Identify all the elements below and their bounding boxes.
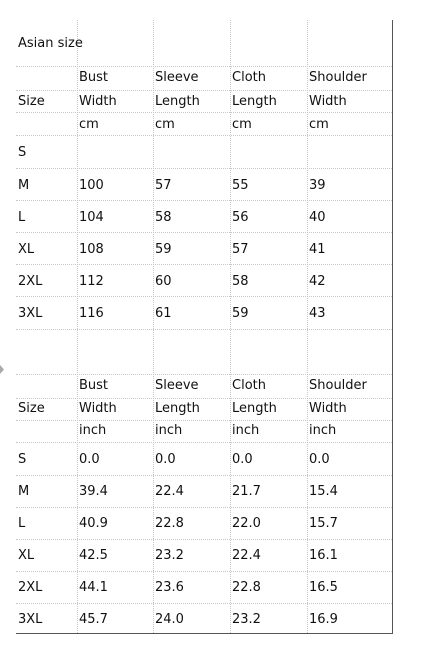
cm-table-value-cell: 58: [232, 274, 249, 289]
collapse-arrow-icon: [0, 363, 4, 372]
inch-table-value-cell: 44.1: [79, 580, 108, 595]
inch-table-value-cell: 42.5: [79, 548, 108, 563]
inch-table-header-cell: inch: [155, 423, 183, 438]
inch-table-header-cell: Width: [79, 401, 117, 416]
cm-table-value-cell: 57: [232, 242, 249, 257]
inch-table-value-cell: 16.1: [309, 548, 338, 563]
cm-table-value-cell: 61: [155, 306, 172, 321]
cm-table-header-cell: Sleeve: [155, 70, 199, 85]
inch-table-header-cell: Shoulder: [309, 378, 367, 393]
row-gridline: [16, 90, 392, 91]
cm-table-header-cell: Width: [79, 94, 117, 109]
cm-table-value-cell: 108: [79, 242, 104, 257]
cm-table-header-cell: Size: [18, 94, 45, 109]
cm-table-value-cell: 116: [79, 306, 104, 321]
inch-table-header-cell: Sleeve: [155, 378, 199, 393]
cm-table-value-cell: 39: [309, 178, 326, 193]
inch-table-value-cell: 40.9: [79, 516, 108, 531]
inch-table-value-cell: 0.0: [79, 452, 100, 467]
size-chart-sheet: [16, 20, 393, 634]
cm-table-header-cell: Shoulder: [309, 70, 367, 85]
inch-table-value-cell: 45.7: [79, 612, 108, 627]
inch-table-size-label: 2XL: [18, 580, 43, 595]
inch-table-header-cell: inch: [79, 423, 107, 438]
cm-table-header-cell: Cloth: [232, 70, 266, 85]
cm-table-header-cell: Length: [232, 94, 277, 109]
row-gridline: [16, 168, 392, 169]
cm-table-value-cell: 60: [155, 274, 172, 289]
cm-table-header-cell: cm: [155, 117, 175, 132]
inch-table-value-cell: 0.0: [232, 452, 253, 467]
cm-table-value-cell: 43: [309, 306, 326, 321]
row-gridline: [16, 507, 392, 508]
inch-table-value-cell: 22.8: [232, 580, 261, 595]
inch-table-size-label: M: [18, 484, 30, 499]
row-gridline: [16, 420, 392, 421]
inch-table-header-cell: inch: [232, 423, 260, 438]
inch-table-value-cell: 16.9: [309, 612, 338, 627]
inch-table-header-cell: Size: [18, 401, 45, 416]
inch-table-header-cell: Width: [309, 401, 347, 416]
row-gridline: [16, 571, 392, 572]
row-gridline: [16, 329, 392, 330]
cm-table-value-cell: 41: [309, 242, 326, 257]
cm-table-header-cell: cm: [232, 117, 252, 132]
cm-table-size-label: S: [18, 145, 27, 160]
inch-table-value-cell: 22.0: [232, 516, 261, 531]
cm-table-size-label: 2XL: [18, 274, 43, 289]
inch-table-header-cell: inch: [309, 423, 337, 438]
cm-table-header-cell: Length: [155, 94, 200, 109]
cm-table-size-label: M: [18, 178, 30, 193]
inch-table-size-label: 3XL: [18, 612, 43, 627]
row-gridline: [16, 112, 392, 113]
cm-table-value-cell: 57: [155, 178, 172, 193]
inch-table-value-cell: 23.6: [155, 580, 184, 595]
cm-table-value-cell: 59: [155, 242, 172, 257]
inch-table-header-cell: Length: [155, 401, 200, 416]
cm-table-size-label: L: [18, 210, 26, 225]
row-gridline: [16, 539, 392, 540]
inch-table-value-cell: 24.0: [155, 612, 184, 627]
inch-table-value-cell: 22.8: [155, 516, 184, 531]
inch-table-size-label: XL: [18, 548, 35, 563]
inch-table-value-cell: 23.2: [155, 548, 184, 563]
inch-table-size-label: S: [18, 452, 27, 467]
inch-table-header-cell: Cloth: [232, 378, 266, 393]
row-gridline: [16, 475, 392, 476]
inch-table-header-cell: Bust: [79, 378, 109, 393]
inch-table-value-cell: 0.0: [309, 452, 330, 467]
cm-table-value-cell: 42: [309, 274, 326, 289]
inch-table-value-cell: 22.4: [232, 548, 261, 563]
inch-table-value-cell: 15.4: [309, 484, 338, 499]
inch-table-value-cell: 15.7: [309, 516, 338, 531]
cm-table-value-cell: 100: [79, 178, 104, 193]
chart-title: Asian size: [18, 36, 83, 51]
cm-table-header-cell: Width: [309, 94, 347, 109]
cm-table-header-cell: cm: [79, 117, 99, 132]
inch-table-header-cell: Length: [232, 401, 277, 416]
inch-table-value-cell: 39.4: [79, 484, 108, 499]
cm-table-value-cell: 104: [79, 210, 104, 225]
cm-table-value-cell: 56: [232, 210, 249, 225]
row-gridline: [16, 66, 392, 67]
row-gridline: [16, 200, 392, 201]
inch-table-value-cell: 23.2: [232, 612, 261, 627]
cm-table-size-label: XL: [18, 242, 35, 257]
row-gridline: [16, 398, 392, 399]
cm-table-value-cell: 112: [79, 274, 104, 289]
row-gridline: [16, 442, 392, 443]
cm-table-value-cell: 55: [232, 178, 249, 193]
row-gridline: [16, 603, 392, 604]
cm-table-value-cell: 59: [232, 306, 249, 321]
cm-table-value-cell: 58: [155, 210, 172, 225]
cm-table-value-cell: 40: [309, 210, 326, 225]
inch-table-size-label: L: [18, 516, 26, 531]
cm-table-header-cell: Bust: [79, 70, 109, 85]
inch-table-value-cell: 0.0: [155, 452, 176, 467]
cm-table-size-label: 3XL: [18, 306, 43, 321]
row-gridline: [16, 296, 392, 297]
row-gridline: [16, 135, 392, 136]
cm-table-header-cell: cm: [309, 117, 329, 132]
inch-table-value-cell: 21.7: [232, 484, 261, 499]
row-gridline: [16, 374, 392, 375]
inch-table-value-cell: 16.5: [309, 580, 338, 595]
row-gridline: [16, 232, 392, 233]
inch-table-value-cell: 22.4: [155, 484, 184, 499]
row-gridline: [16, 264, 392, 265]
